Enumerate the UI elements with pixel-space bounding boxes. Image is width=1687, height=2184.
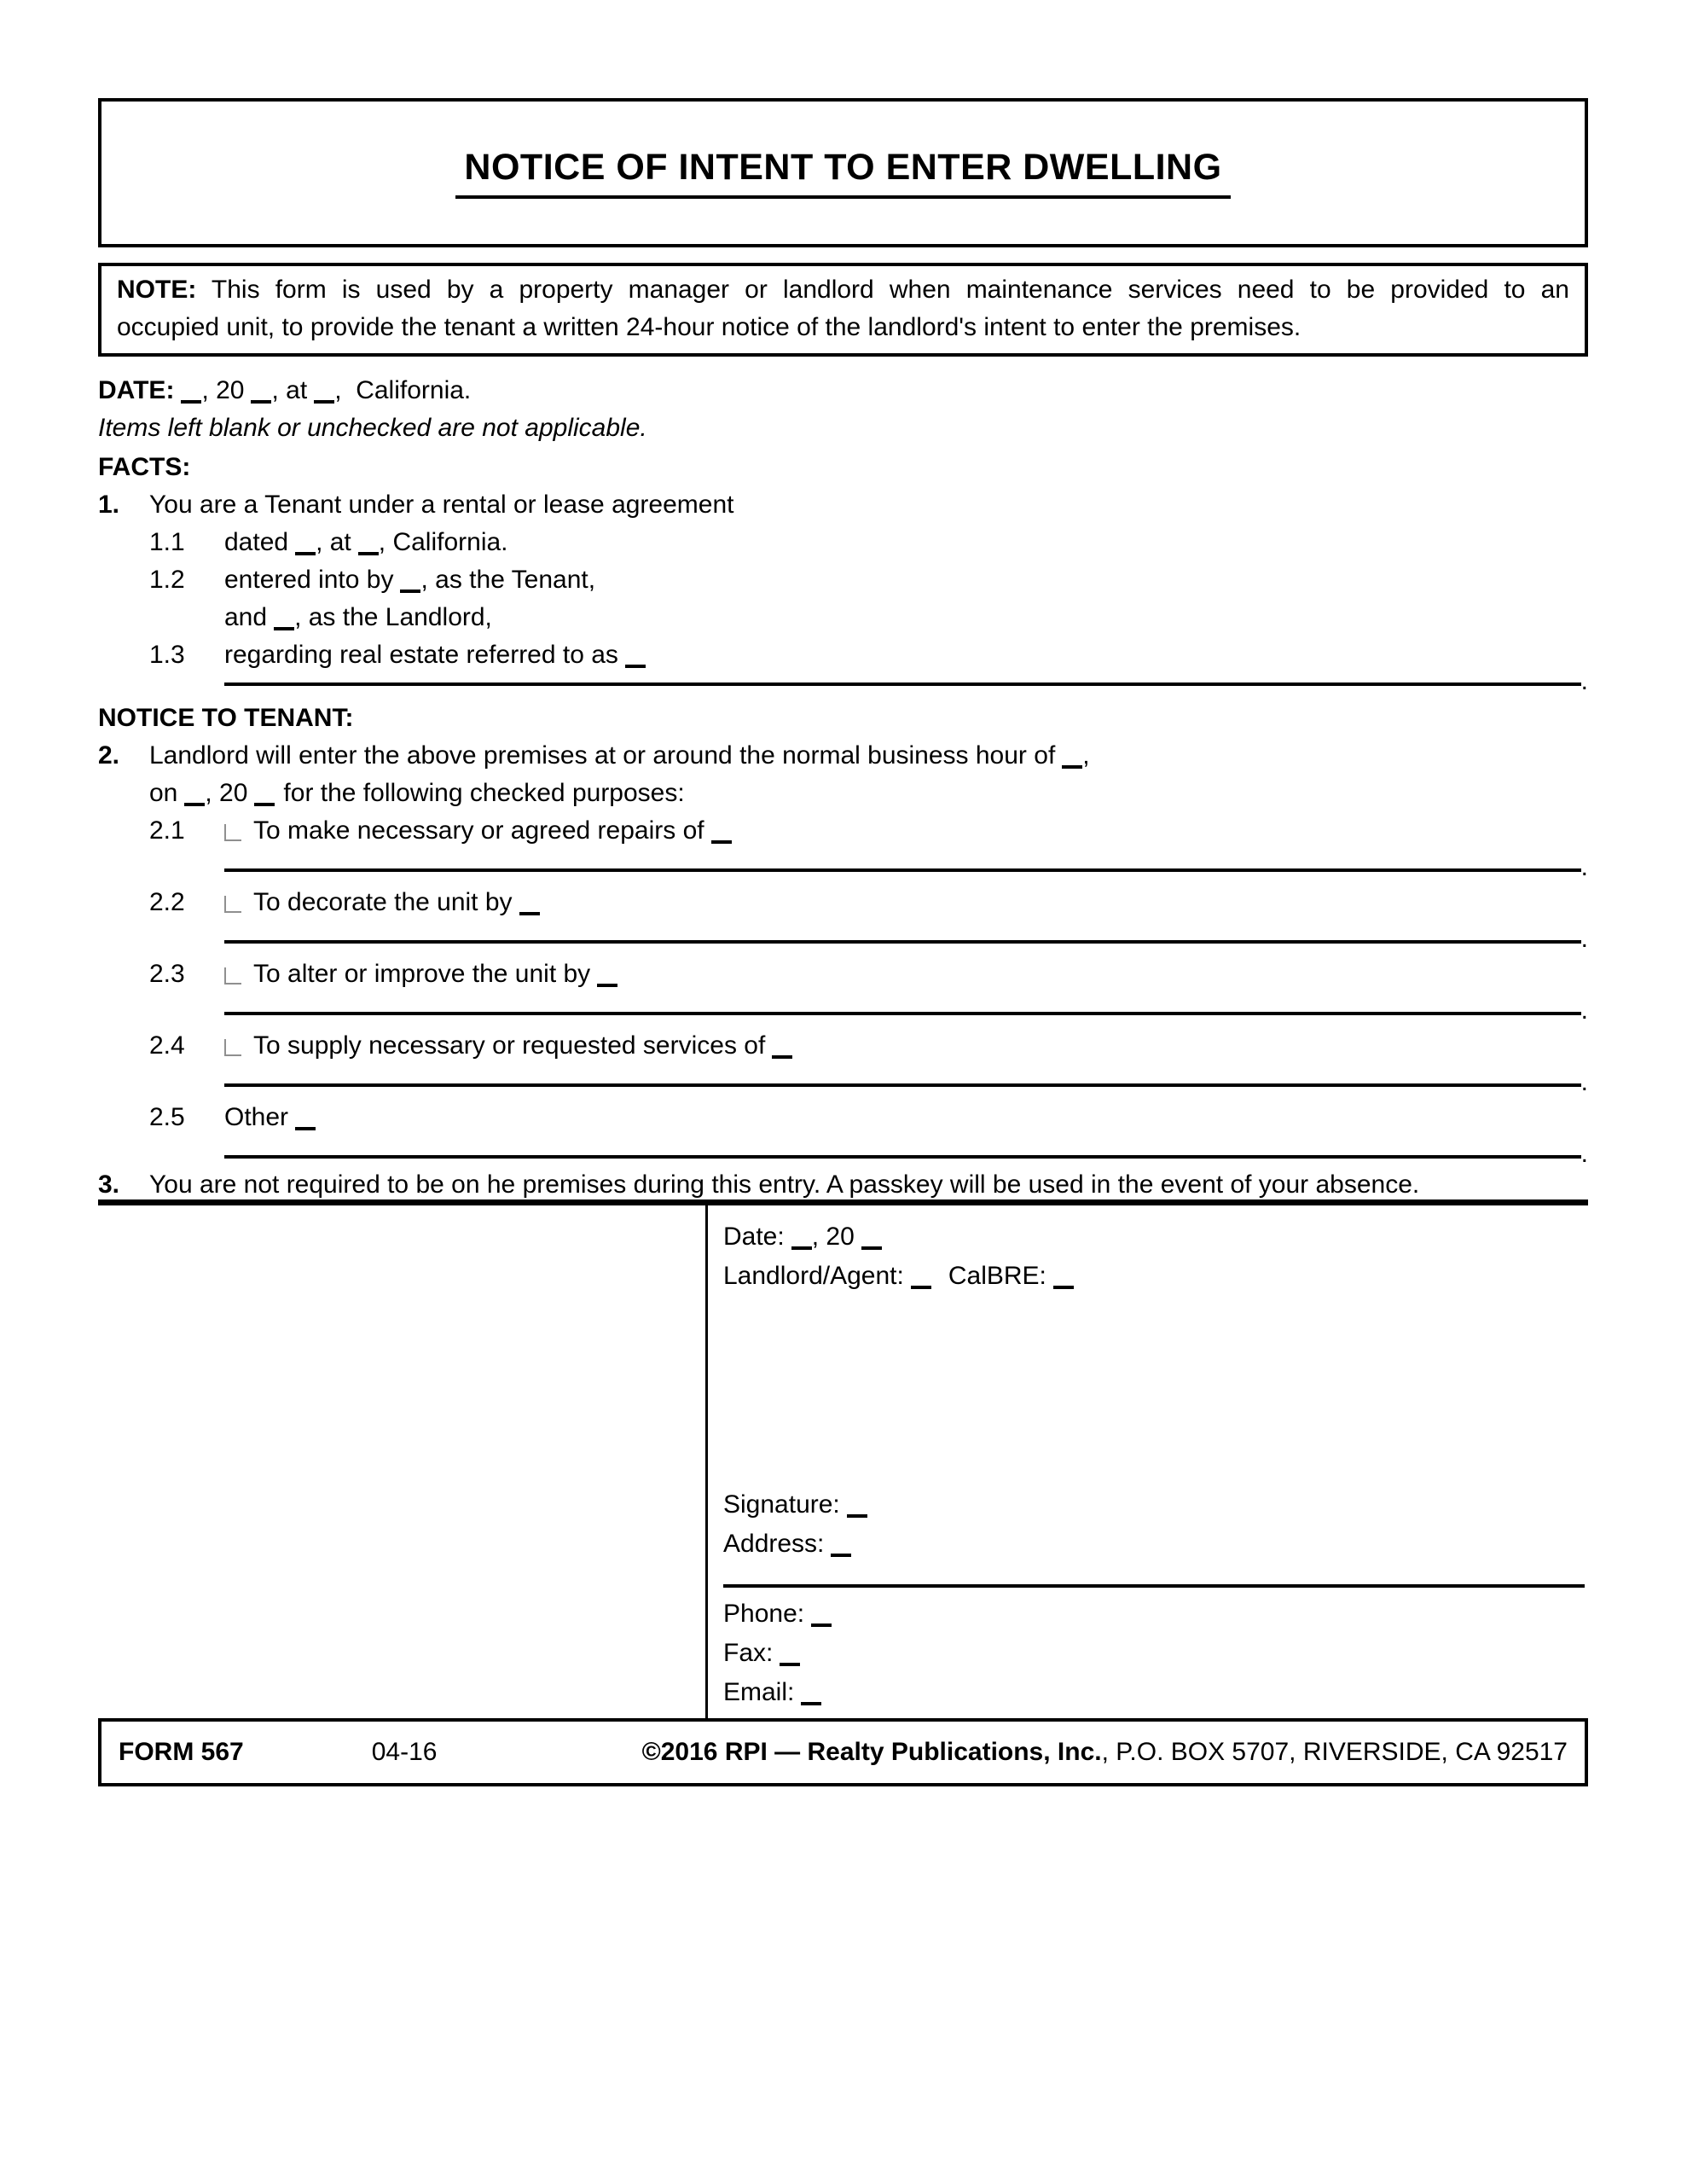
comma-mark: , <box>1082 741 1090 770</box>
property-blank[interactable] <box>625 665 646 668</box>
revision-date: 04-16 <box>371 1738 438 1766</box>
alter-blank[interactable] <box>597 984 617 987</box>
fax-row <box>723 1634 1585 1673</box>
fax-label: Fax: <box>723 1639 774 1667</box>
item-1-2-number: 1.2 <box>149 566 185 594</box>
other-continuation-row <box>224 1140 1588 1168</box>
signature-row <box>723 1485 1585 1525</box>
signature-vertical-divider <box>705 1205 708 1718</box>
item-1-3-number: 1.3 <box>149 641 185 669</box>
publisher-address: , P.O. BOX 5707, RIVERSIDE, CA 92517 <box>1101 1738 1568 1766</box>
form-number: FORM 567 <box>119 1738 244 1766</box>
repairs-checkbox-icon[interactable] <box>224 824 241 841</box>
entered-into-by-label: entered into by <box>224 566 394 594</box>
purpose-row-2-1 <box>98 812 1588 850</box>
address-label: Address: <box>723 1530 825 1558</box>
item-1-number: 1. <box>98 491 120 519</box>
phone-blank[interactable] <box>811 1623 832 1627</box>
instruction-text: Items left blank or unchecked are not applicable. <box>98 414 647 442</box>
purpose-row-2-2 <box>98 884 1588 921</box>
property-label: regarding real estate referred to as <box>224 641 618 669</box>
note-label: NOTE: <box>117 276 197 304</box>
date-state-suffix: , California. <box>334 376 472 404</box>
item-2-text: Landlord will enter the above premises at or around the normal business hour of <box>149 741 1056 770</box>
calbre-blank[interactable] <box>1053 1286 1074 1289</box>
landlord-agent-blank[interactable] <box>911 1286 931 1289</box>
note-box <box>98 263 1588 357</box>
title-box <box>98 98 1588 247</box>
sig-year-prefix: , 20 <box>811 1223 855 1251</box>
decorate-blank[interactable] <box>519 912 540 915</box>
purposes-text: for the following checked purposes: <box>283 779 685 807</box>
alter-label: To alter or improve the unit by <box>253 960 591 988</box>
decorate-blank-2[interactable] <box>224 926 1581 944</box>
decorate-label: To decorate the unit by <box>253 888 513 916</box>
dated-blank[interactable] <box>295 552 316 555</box>
repairs-blank[interactable] <box>711 840 732 844</box>
phone-row <box>723 1594 1585 1634</box>
date-year-prefix: , 20 <box>201 376 245 404</box>
sig-date-label: Date: <box>723 1223 785 1251</box>
services-blank[interactable] <box>772 1055 792 1059</box>
tenant-suffix: , as the Tenant, <box>420 566 596 594</box>
services-checkbox-icon[interactable] <box>224 1039 241 1056</box>
repairs-label: To make necessary or agreed repairs of <box>253 816 704 845</box>
fact-row-1-2 <box>98 561 1588 599</box>
note-line-1 <box>117 271 1569 309</box>
fact-row-1 <box>98 486 1588 524</box>
item-2-3-number: 2.3 <box>149 960 185 988</box>
period-mark: . <box>1580 853 1588 881</box>
publisher-name: ©2016 RPI — Realty Publications, Inc. <box>641 1738 1102 1766</box>
period-mark: . <box>1580 925 1588 953</box>
signature-column <box>723 1205 1585 1712</box>
note-line-2: occupied unit, to provide the tenant a written 24-hour notice of the landlord's intent to enter the premises. <box>117 313 1301 341</box>
alter-checkbox-icon[interactable] <box>224 967 241 985</box>
item-2-1-number: 2.1 <box>149 816 185 845</box>
services-label: To supply necessary or requested services of <box>253 1031 766 1060</box>
landlord-suffix: , as the Landlord, <box>294 603 492 631</box>
signature-date-row <box>723 1217 1585 1257</box>
repairs-continuation-row <box>224 853 1588 881</box>
form-content <box>98 98 1588 1786</box>
business-hour-blank[interactable] <box>1062 765 1082 769</box>
property-blank-2[interactable] <box>224 674 1581 686</box>
property-continuation-row <box>224 667 1588 695</box>
phone-label: Phone: <box>723 1600 805 1628</box>
decorate-continuation-row <box>224 925 1588 953</box>
email-label: Email: <box>723 1678 795 1706</box>
period-mark: . <box>1580 667 1588 695</box>
address-blank[interactable] <box>831 1554 851 1557</box>
date-year-blank[interactable] <box>251 400 271 404</box>
sig-year-blank[interactable] <box>861 1246 882 1250</box>
entry-year-prefix: , 20 <box>205 779 248 807</box>
address-blank-2[interactable] <box>723 1564 1585 1588</box>
landlord-agent-label: Landlord/Agent: <box>723 1262 904 1290</box>
email-blank[interactable] <box>801 1702 821 1705</box>
item-3-number: 3. <box>98 1170 120 1199</box>
location-blank[interactable] <box>358 552 379 555</box>
california-suffix: , California. <box>378 528 508 556</box>
at-label: , at <box>316 528 351 556</box>
on-label: on <box>149 779 178 807</box>
other-blank[interactable] <box>295 1127 316 1130</box>
entry-date-blank[interactable] <box>184 803 205 806</box>
date-blank[interactable] <box>181 400 201 404</box>
period-mark: . <box>1580 996 1588 1025</box>
address-continuation-row <box>723 1564 1585 1588</box>
item-2-2-number: 2.2 <box>149 888 185 916</box>
copyright-text <box>642 1738 1568 1767</box>
fact-row-1-2-and <box>98 599 1588 636</box>
landlord-agent-row <box>723 1257 1585 1296</box>
other-label: Other <box>224 1103 289 1131</box>
item-1-1-number: 1.1 <box>149 528 185 556</box>
purpose-row-2-4 <box>98 1027 1588 1065</box>
entry-year-blank[interactable] <box>254 803 275 806</box>
alter-blank-2[interactable] <box>224 998 1581 1015</box>
page-title: NOTICE OF INTENT TO ENTER DWELLING <box>455 147 1230 199</box>
notice-row-3 <box>98 1170 1588 1199</box>
signature-label: Signature: <box>723 1490 840 1519</box>
item-3-text: You are not required to be on he premises during this entry. A passkey will be used in the event of your absence. <box>149 1170 1420 1199</box>
fact-row-1-3 <box>98 636 1588 674</box>
tenant-name-blank[interactable] <box>400 590 420 593</box>
item-2-5-number: 2.5 <box>149 1103 185 1131</box>
dated-label: dated <box>224 528 289 556</box>
note-text-1: This form is used by a property manager or landlord when maintenance services need to be provided to an <box>211 276 1569 304</box>
services-continuation-row <box>224 1068 1588 1096</box>
date-label: DATE: <box>98 376 175 404</box>
purpose-row-2-3 <box>98 956 1588 993</box>
period-mark: . <box>1580 1140 1588 1168</box>
repairs-blank-2[interactable] <box>224 855 1581 872</box>
decorate-checkbox-icon[interactable] <box>224 896 241 913</box>
period-mark: . <box>1580 1068 1588 1096</box>
item-2-4-number: 2.4 <box>149 1031 185 1060</box>
section-divider-rule <box>98 1199 1588 1205</box>
and-label: and <box>224 603 268 631</box>
date-place-blank[interactable] <box>314 400 334 404</box>
alter-continuation-row <box>224 996 1588 1025</box>
item-1-text: You are a Tenant under a rental or lease agreement <box>149 491 734 519</box>
notice-row-2 <box>98 737 1588 775</box>
services-blank-2[interactable] <box>224 1070 1581 1087</box>
facts-heading: FACTS: <box>98 453 191 481</box>
item-2-number: 2. <box>98 741 120 770</box>
email-row <box>723 1673 1585 1712</box>
date-at-label: , at <box>271 376 308 404</box>
other-blank-2[interactable] <box>224 1141 1581 1159</box>
calbre-label: CalBRE: <box>948 1262 1046 1290</box>
sig-date-blank[interactable] <box>791 1246 812 1250</box>
signature-blank[interactable] <box>847 1514 867 1518</box>
fax-blank[interactable] <box>780 1663 800 1666</box>
notice-row-2-on <box>98 775 1588 812</box>
landlord-name-blank[interactable] <box>274 627 294 630</box>
fact-row-1-1 <box>98 524 1588 561</box>
address-row <box>723 1525 1585 1564</box>
purpose-row-2-5 <box>98 1099 1588 1136</box>
notice-to-tenant-heading: NOTICE TO TENANT: <box>98 704 354 732</box>
date-row <box>98 372 1588 410</box>
signature-block <box>98 1205 1588 1718</box>
footer-box <box>98 1718 1588 1786</box>
